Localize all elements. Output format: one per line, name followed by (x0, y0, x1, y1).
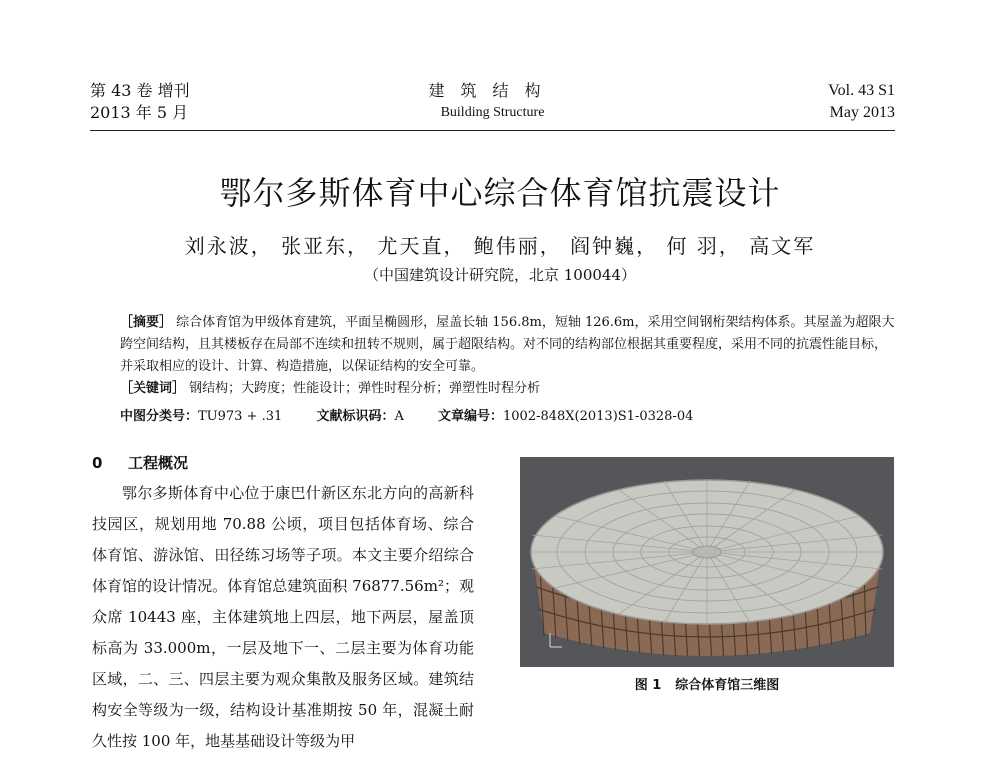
body-paragraph: 鄂尔多斯体育中心位于康巴什新区东北方向的高新科技园区，规划用地 70.88 公顷，项目包括体育场、综合体育馆、游泳馆、田径练习场等子项。本文主要介绍综合体育馆的设计情况。体育馆总建筑面积 76877.56m²；观众席 10443 座，主体建筑地上四层，地下两层，屋盖顶标高为 33.000m，一层及地下一、二层主要为体育功能区域，二、三、四层主要为观众集散及服务区域。建筑结构安全等级为一级，结构设计基准期按 50 年，混凝土耐久性按 100 年，地基基础设计等级为甲 (92, 484, 474, 750)
stadium-3d-figure (520, 457, 894, 667)
keywords-line (120, 378, 895, 400)
doc-code-label: 文献标识码： (316, 409, 395, 424)
figure-caption-text: 综合体育馆三维图 (675, 678, 780, 693)
author-list: 刘永波， 张亚东， 尤天直， 鲍伟丽， 阎钟巍， 何 羽， 高文军 (184, 234, 816, 258)
header-rule (90, 130, 895, 131)
abstract-text: 综合体育馆为甲级体育建筑，平面呈椭圆形，屋盖长轴 156.8m，短轴 126.6m，采用空间钢桁架结构体系。其屋盖为超限大跨空间结构，且其楼板存在局部不连续和扭转不规则，属于超限结构。对不同的结构部位根据其重要程度，采用不同的抗震性能目标，并采取相应的设计、计算、构造措施，以保证结构的安全可靠。 (120, 315, 895, 374)
clc-code (120, 409, 282, 424)
date-en: May 2013 (829, 104, 895, 121)
section-heading (92, 452, 188, 473)
volume-en: Vol. 43 S1 (828, 82, 895, 99)
figure-caption (520, 674, 894, 693)
article-number (438, 409, 693, 424)
affiliation: （中国建筑设计研究院，北京 100044） (363, 266, 637, 284)
figure-label: 图 1 (634, 678, 662, 693)
section-body (92, 478, 474, 757)
journal-header (90, 70, 895, 130)
clc-label: 中图分类号： (120, 409, 199, 424)
abstract-block (120, 312, 895, 400)
classification-line (120, 406, 895, 428)
stadium-render (520, 457, 894, 667)
doc-code-value: A (394, 409, 404, 424)
journal-name-en: Building Structure (440, 105, 545, 120)
keywords-tag: ［关键词］ (120, 381, 186, 396)
clc-value: TU973 + .31 (198, 409, 283, 424)
date-cn: 2013 年 5 月 (90, 103, 189, 122)
header-right (828, 80, 895, 124)
section-number: 0 (92, 454, 103, 472)
volume-cn: 第 43 卷 增刊 (90, 81, 190, 100)
header-center (90, 80, 895, 124)
abstract-paragraph (120, 312, 895, 378)
abstract-tag: ［摘要］ (120, 315, 173, 330)
article-title: 鄂尔多斯体育中心综合体育馆抗震设计 (219, 174, 781, 212)
article-no-label: 文章编号： (437, 409, 503, 424)
journal-name-cn: 建筑结构 (428, 81, 557, 100)
section-title: 工程概况 (128, 454, 189, 472)
article-no-value: 1002-848X(2013)S1-0328-04 (503, 409, 694, 424)
doc-code (316, 409, 403, 424)
keywords-text: 钢结构；大跨度；性能设计；弹性时程分析；弹塑性时程分析 (189, 381, 541, 396)
